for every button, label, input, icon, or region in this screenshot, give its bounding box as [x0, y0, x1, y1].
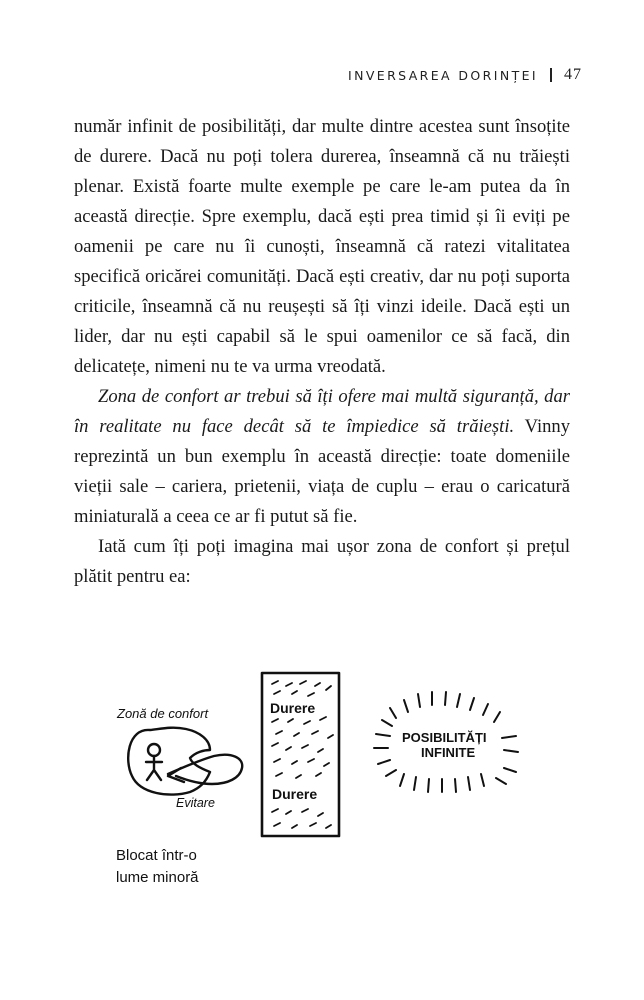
illustration-caption	[116, 845, 256, 889]
paragraph-1: număr infinit de posibilități, dar multe dintre acestea sunt însoțite de durere. Dacă nu poți tolera durerea, înseamnă că nu trăiești plenar. Există foarte multe exemple pe care le-am putea da în această direcție. Spre exemplu, dacă ești prea timid și îi eviți pe oamenii pe care nu îi cunoști, înseamnă că ratezi vitalitatea specifică oricărei comunități. Dacă ești creativ, dar nu poți suporta criticile, înseamnă că nu reușești să îți vinzi ideile. Dacă ești un lider, dar nu ești capabil să le spui oamenilor ce să facă, din delicatețe, nimeni nu te va urma vreodată.	[74, 116, 570, 377]
paragraph-2-rest: Vinny reprezintă un bun exemplu în această direcție: toate domeniile vieții sale – cariera, prietenii, viața de cuplu – erau o caricatură miniaturală a ceea ce ar fi putut să fie.	[74, 416, 570, 527]
pain-label-bottom: Durere	[272, 786, 318, 802]
page-number: 47	[564, 66, 582, 83]
comfort-zone-label: Zonă de confort	[117, 706, 209, 721]
paragraph-2-italic: Zona de confort ar trebui să îți ofere mai multă siguranță, dar în realitate nu face decât să te împiedice să trăiești.	[74, 386, 570, 437]
possibilities-label-line2: INFINITE	[421, 745, 476, 760]
caption-line-1: Blocat într-o	[116, 847, 197, 864]
possibilities-label-line1: POSIBILITĂȚI	[402, 730, 487, 745]
running-title: INVERSAREA DORINȚEI	[347, 67, 538, 83]
stick-figure-icon	[146, 744, 162, 780]
paragraph-3: Iată cum îți poți imagina mai ușor zona de confort și prețul plătit pentru ea:	[74, 536, 570, 587]
avoidance-label: Evitare	[176, 796, 215, 810]
caption-line-2: lume minoră	[116, 869, 199, 886]
pain-label-top: Durere	[270, 700, 316, 716]
